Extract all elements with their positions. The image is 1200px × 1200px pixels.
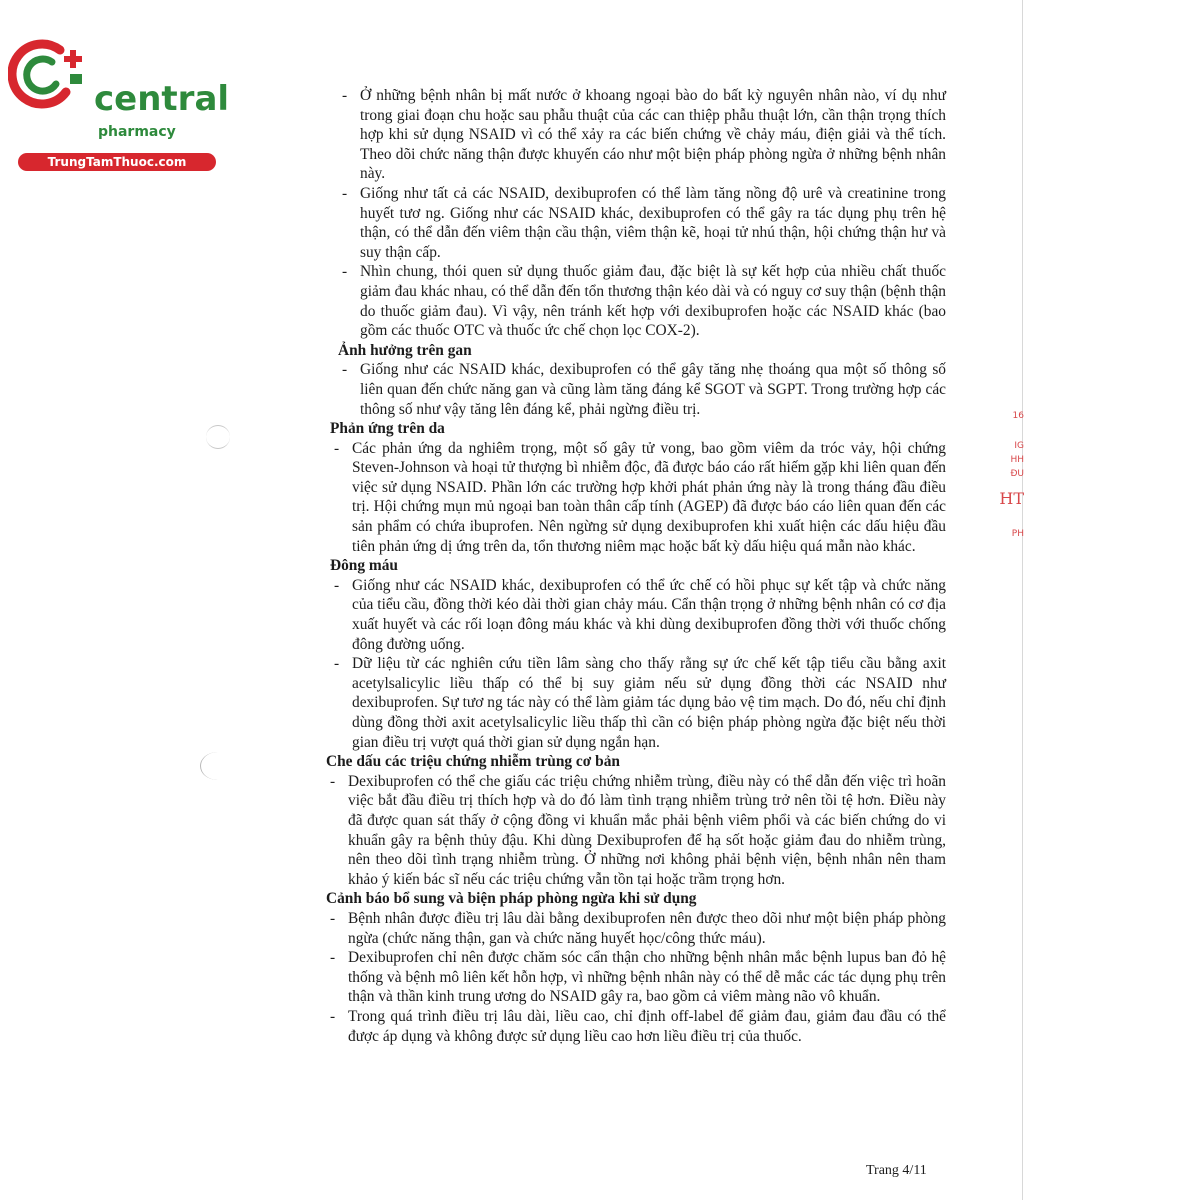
paragraph-text: Dexibuprofen chỉ nên được chăm sóc cẩn thận cho những bệnh nhân mắc bệnh lupus ban đỏ hệ thống và bệnh mô liên kết hỗn hợp, vì những bệnh nhân này có thể dễ mắc các tác dụng phụ trên thận và thần kinh trung ương do NSAID gây ra, bao gồm cả viêm màng não vô khuẩn. (348, 949, 946, 1006)
list-item: - Giống như tất cả các NSAID, dexibuprofen có thể làm tăng nồng độ urê và creatinine trong huyết tươ ng. Giống như các NSAID khác, dexibuprofen có thể gây ra tác dụng phụ trên hệ thận, có thể dẫn đến viêm thận cầu thận, viêm thận kẽ, hoại tử nhú thận, hội chứng thận hư và suy thận cấp. (342, 184, 946, 261)
section-additional-warnings (318, 889, 946, 1046)
stamp-text: HH (1010, 455, 1024, 465)
paragraph-text: Bệnh nhân được điều trị lâu dài bằng dexibuprofen nên được theo dõi như một biện pháp phòng ngừa (chức năng thận, gan và chức năng huyết học/công thức máu). (348, 909, 946, 947)
page-edge (1022, 0, 1023, 1200)
stamp-text: 16 (1012, 411, 1024, 421)
paragraph-text: Trong quá trình điều trị lâu dài, liều cao, chỉ định off-label để giảm đau, giảm đau đầu có thể được áp dụng và không được sử dụng liều cao hơn liều điều trị của thuốc. (348, 1007, 946, 1045)
section-heading: Cảnh báo bổ sung và biện pháp phòng ngừa khi sử dụng (326, 890, 697, 908)
paragraph-text: Dữ liệu từ các nghiên cứu tiền lâm sàng cho thấy rằng sự ức chế kết tập tiểu cầu bằng axit acetylsalicylic liều thấp có thể bị suy giảm nếu sử dụng đồng thời các NSAID như dexibuprofen. Sự tươ ng tác này có thể làm giảm tác dụng bảo vệ tim mạch. Do đó, nếu chỉ định dùng đồng thời axit acetylsalicylic liều thấp thì cần có biện pháp phòng ngừa đặc biệt nếu thời gian điều trị vượt quá thời gian sử dụng ngắn hạn. (352, 655, 946, 751)
list-item: - Các phản ứng da nghiêm trọng, một số gây tử vong, bao gồm viêm da tróc vảy, hội chứng Steven-Johnson và hoại tử thượng bì nhiễm độc, đã được báo cáo rất hiếm gặp khi liên quan đến việc sử dụng NSAID. Phần lớn các trường hợp khởi phát phản ứng này là trong tháng đầu điều trị. Hội chứng mụn mủ ngoại ban toàn thân cấp tính (AGEP) đã được báo cáo liên quan đến các sản phẩm có chứa ibuprofen. Nên ngừng sử dụng dexibuprofen khi xuất hiện các dấu hiệu đầu tiên phản ứng dị ứng trên da, tổn thương niêm mạc hoặc bất kỳ dấu hiệu quá mẫn nào khác. (334, 439, 946, 555)
paragraph-text: Các phản ứng da nghiêm trọng, một số gây tử vong, bao gồm viêm da tróc vảy, hội chứng Steven-Johnson và hoại tử thượng bì nhiễm độc, đã được báo cáo rất hiếm gặp khi liên quan đến việc sử dụng NSAID. Phần lớn các trường hợp khởi phát phản ứng này là trong tháng đầu điều trị. Hội chứng mụn mủ ngoại ban toàn thân cấp tính (AGEP) đã được báo cáo liên quan đến các sản phẩm có chứa ibuprofen. Nên ngừng sử dụng dexibuprofen khi xuất hiện các dấu hiệu đầu tiên phản ứng dị ứng trên da, tổn thương niêm mạc hoặc bất kỳ dấu hiệu quá mẫn nào khác. (352, 439, 946, 555)
section-liver (330, 341, 946, 419)
section-skin (322, 419, 946, 556)
punch-hole (200, 752, 235, 780)
list-item: - Giống như các NSAID khác, dexibuprofen có thể gây tăng nhẹ thoáng qua một số thông số liên quan đến chức năng gan và cũng làm tăng đáng kể SGOT và SGPT. Trong trường hợp các thông số như vậy tăng lên đáng kể, phải ngừng điều trị. (342, 361, 946, 418)
paragraph-text: Ở những bệnh nhân bị mất nước ở khoang ngoại bào do bất kỳ nguyên nhân nào, ví dụ như trong giai đoạn chu hoặc sau phẫu thuật của các can thiệp phẫu thuật lớn, cần thận trọng thích hợp khi sử dụng NSAID vì có thể xảy ra các biến chứng về chảy máu, điện giải và thể tích. Theo dõi chức năng thận được khuyến cáo như một biện pháp phòng ngừa ở những bệnh nhân này. (360, 87, 946, 183)
stamp-fragment (1000, 405, 1024, 555)
list-item: - Bệnh nhân được điều trị lâu dài bằng dexibuprofen nên được theo dõi như một biện pháp phòng ngừa (chức năng thận, gan và chức năng huyết học/công thức máu). (330, 909, 946, 947)
logo-mark-icon (8, 36, 94, 116)
paragraph-text: Nhìn chung, thói quen sử dụng thuốc giảm đau, đặc biệt là sự kết hợp của nhiều chất thuốc giảm đau khác nhau, có thể dẫn đến tổn thương thận kéo dài và có nguy cơ suy thận (bệnh thận do thuốc giảm đau). Vì vậy, nên tránh kết hợp với dexibuprofen hoặc các NSAID khác (bao gồm các thuốc OTC và thuốc ức chế chọn lọc COX-2). (360, 263, 946, 340)
stamp-text: PH (1011, 529, 1024, 539)
brand-subtitle: pharmacy (98, 124, 176, 140)
page-number: Trang 4/11 (866, 1163, 927, 1178)
list-item: - Nhìn chung, thói quen sử dụng thuốc giảm đau, đặc biệt là sự kết hợp của nhiều chất thuốc giảm đau khác nhau, có thể dẫn đến tổn thương thận kéo dài và có nguy cơ suy thận (bệnh thận do thuốc giảm đau). Vì vậy, nên tránh kết hợp với dexibuprofen hoặc các NSAID khác (bao gồm các thuốc OTC và thuốc ức chế chọn lọc COX-2). (342, 263, 946, 340)
paragraph-text: Giống như tất cả các NSAID, dexibuprofen có thể làm tăng nồng độ urê và creatinine trong huyết tươ ng. Giống như các NSAID khác, dexibuprofen có thể gây ra tác dụng phụ trên hệ thận, có thể dẫn đến viêm thận cầu thận, viêm thận kẽ, hoại tử nhú thận, hội chứng thận hư và suy thận cấp. (360, 184, 946, 261)
paragraph-text: Dexibuprofen có thể che giấu các triệu chứng nhiễm trùng, điều này có thể dẫn đến việc trì hoãn việc bắt đầu điều trị thích hợp và do đó làm tình trạng nhiễm trùng trở nên tồi tệ hơn. Điều này đã được quan sát thấy ở cộng đồng vi khuẩn mắc phải bệnh viêm phổi và các biến chứng do vi khuẩn gây ra bệnh thủy đậu. Khi dùng Dexibuprofen để hạ sốt hoặc giảm đau do nhiễm trùng, nên theo dõi tình trạng nhiễm trùng. Ở những nơi không phải bệnh viện, bệnh nhân nên tham khảo ý kiến bác sĩ nếu các triệu chứng vẫn tồn tại hoặc trầm trọng hơn. (348, 772, 946, 888)
list-item: - Trong quá trình điều trị lâu dài, liều cao, chỉ định off-label để giảm đau, giảm đau đầu có thể được áp dụng và không được sử dụng liều cao hơn liều điều trị của thuốc. (330, 1007, 946, 1045)
section-infection (318, 752, 946, 889)
section-heading: Che dấu các triệu chứng nhiễm trùng cơ bản (326, 753, 620, 771)
central-pharmacy-logo[interactable] (8, 36, 230, 169)
list-item: - Dexibuprofen chỉ nên được chăm sóc cẩn thận cho những bệnh nhân mắc bệnh lupus ban đỏ hệ thống và bệnh mô liên kết hỗn hợp, vì những bệnh nhân này có thể dễ mắc các tác dụng phụ trên thận và thần kinh trung ương do NSAID gây ra, bao gồm cả viêm màng não vô khuẩn. (330, 949, 946, 1006)
stamp-text: HT (999, 489, 1024, 508)
section-kidney (330, 86, 946, 341)
list-item: - Dữ liệu từ các nghiên cứu tiền lâm sàng cho thấy rằng sự ức chế kết tập tiểu cầu bằng axit acetylsalicylic liều thấp có thể bị suy giảm nếu sử dụng đồng thời các NSAID như dexibuprofen. Sự tươ ng tác này có thể làm giảm tác dụng bảo vệ tim mạch. Do đó, nếu chỉ định dùng đồng thời axit acetylsalicylic liều thấp thì cần có biện pháp phòng ngừa đặc biệt nếu thời gian điều trị vượt quá thời gian sử dụng ngắn hạn. (334, 655, 946, 751)
section-coagulation (322, 556, 946, 752)
brand-url-badge[interactable]: TrungTamThuoc.com (18, 153, 216, 171)
punch-hole (206, 425, 230, 449)
document-body (318, 86, 946, 1046)
brand-name: central (94, 79, 230, 119)
stamp-text: ĐU (1010, 469, 1024, 479)
list-item: - Giống như các NSAID khác, dexibuprofen có thể ức chế có hồi phục sự kết tập và chức năng của tiểu cầu, đồng thời kéo dài thời gian chảy máu. Cẩn thận trọng ở những bệnh nhân có cơ địa xuất huyết và các rối loạn đông máu khác và khi dùng dexibuprofen đồng thời với thuốc chống đông đường uống. (334, 576, 946, 653)
list-item: - Dexibuprofen có thể che giấu các triệu chứng nhiễm trùng, điều này có thể dẫn đến việc trì hoãn việc bắt đầu điều trị thích hợp và do đó làm tình trạng nhiễm trùng trở nên tồi tệ hơn. Điều này đã được quan sát thấy ở cộng đồng vi khuẩn mắc phải bệnh viêm phổi và các biến chứng do vi khuẩn gây ra bệnh thủy đậu. Khi dùng Dexibuprofen để hạ sốt hoặc giảm đau do nhiễm trùng, nên theo dõi tình trạng nhiễm trùng. Ở những nơi không phải bệnh viện, bệnh nhân nên tham khảo ý kiến bác sĩ nếu các triệu chứng vẫn tồn tại hoặc trầm trọng hơn. (330, 772, 946, 888)
paragraph-text: Giống như các NSAID khác, dexibuprofen có thể ức chế có hồi phục sự kết tập và chức năng của tiểu cầu, đồng thời kéo dài thời gian chảy máu. Cẩn thận trọng ở những bệnh nhân có cơ địa xuất huyết và các rối loạn đông máu khác và khi dùng dexibuprofen đồng thời với thuốc chống đông đường uống. (352, 576, 946, 653)
section-heading: Đông máu (330, 557, 398, 575)
section-heading: Phản ứng trên da (330, 420, 445, 438)
list-item: - Ở những bệnh nhân bị mất nước ở khoang ngoại bào do bất kỳ nguyên nhân nào, ví dụ như trong giai đoạn chu hoặc sau phẫu thuật của các can thiệp phẫu thuật lớn, cần thận trọng thích hợp khi sử dụng NSAID vì có thể xảy ra các biến chứng về chảy máu, điện giải và thể tích. Theo dõi chức năng thận được khuyến cáo như một biện pháp phòng ngừa ở những bệnh nhân này. (342, 87, 946, 183)
stamp-text: IG (1014, 441, 1024, 451)
section-heading: Ảnh hưởng trên gan (338, 341, 472, 359)
paragraph-text: Giống như các NSAID khác, dexibuprofen có thể gây tăng nhẹ thoáng qua một số thông số liên quan đến chức năng gan và cũng làm tăng đáng kể SGOT và SGPT. Trong trường hợp các thông số như vậy tăng lên đáng kể, phải ngừng điều trị. (360, 361, 946, 418)
